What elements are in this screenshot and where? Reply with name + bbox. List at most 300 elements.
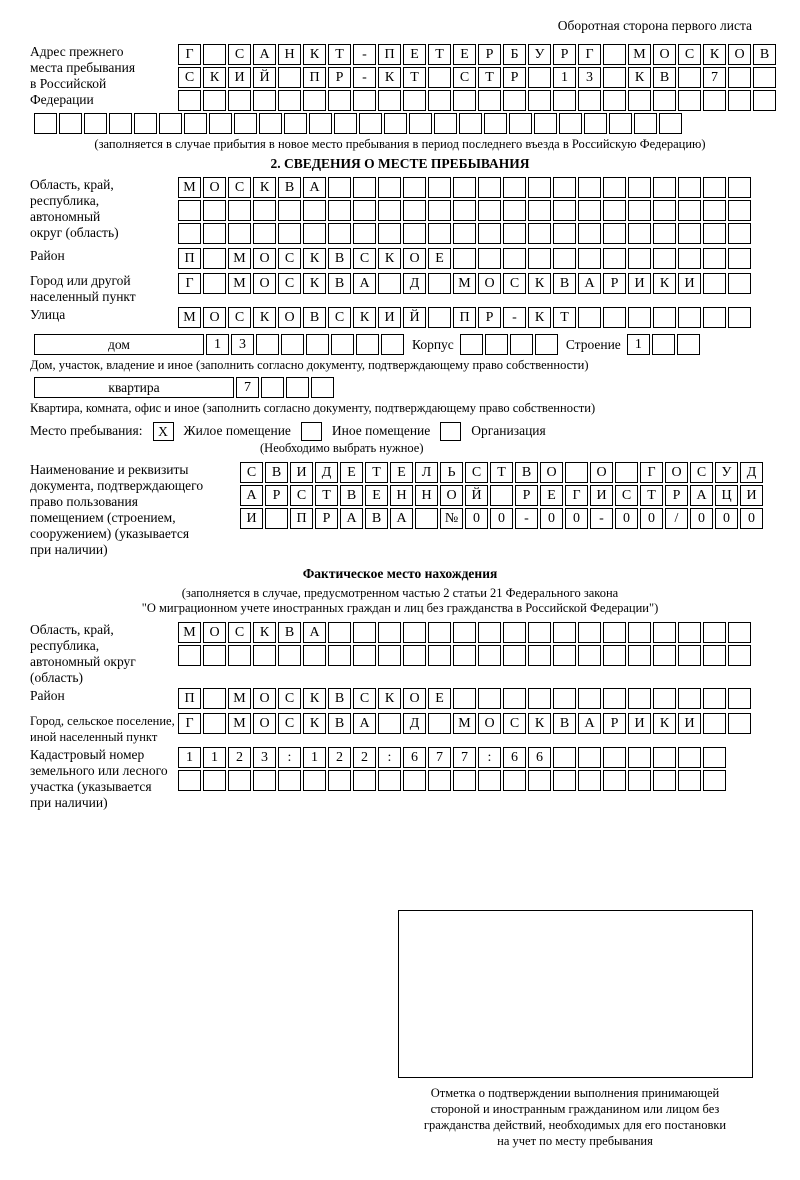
char-box[interactable]: К xyxy=(303,713,326,734)
char-box[interactable] xyxy=(503,622,526,643)
char-box[interactable]: Г xyxy=(640,462,663,483)
char-box[interactable]: Т xyxy=(640,485,663,506)
char-box[interactable]: - xyxy=(503,307,526,328)
char-box[interactable] xyxy=(59,113,82,134)
char-box[interactable] xyxy=(634,113,657,134)
char-box[interactable] xyxy=(453,90,476,111)
char-box[interactable]: 0 xyxy=(465,508,488,529)
char-box[interactable]: К xyxy=(378,67,401,88)
char-box[interactable] xyxy=(628,90,651,111)
char-box[interactable] xyxy=(528,248,551,269)
char-box[interactable] xyxy=(203,713,226,734)
char-box[interactable] xyxy=(353,622,376,643)
char-box[interactable] xyxy=(403,223,426,244)
char-box[interactable] xyxy=(703,248,726,269)
char-box[interactable] xyxy=(503,645,526,666)
char-box[interactable]: К xyxy=(628,67,651,88)
char-box[interactable]: Й xyxy=(403,307,426,328)
char-box[interactable] xyxy=(703,688,726,709)
char-box[interactable]: К xyxy=(303,44,326,65)
house-char-box[interactable] xyxy=(331,334,354,355)
char-box[interactable] xyxy=(578,770,601,791)
char-box[interactable]: Ь xyxy=(440,462,463,483)
char-box[interactable] xyxy=(309,113,332,134)
char-box[interactable]: В xyxy=(553,713,576,734)
char-box[interactable]: В xyxy=(515,462,538,483)
char-box[interactable]: И xyxy=(628,713,651,734)
char-box[interactable] xyxy=(353,90,376,111)
char-box[interactable]: О xyxy=(403,688,426,709)
char-box[interactable]: 2 xyxy=(228,747,251,768)
char-box[interactable] xyxy=(628,223,651,244)
char-box[interactable] xyxy=(184,113,207,134)
char-box[interactable] xyxy=(703,223,726,244)
char-box[interactable]: 0 xyxy=(640,508,663,529)
char-box[interactable]: П xyxy=(378,44,401,65)
char-box[interactable]: Е xyxy=(453,44,476,65)
char-box[interactable]: С xyxy=(290,485,313,506)
char-box[interactable]: Е xyxy=(428,248,451,269)
char-box[interactable] xyxy=(603,90,626,111)
char-box[interactable] xyxy=(653,622,676,643)
char-box[interactable] xyxy=(203,770,226,791)
char-box[interactable] xyxy=(259,113,282,134)
flat-char-box[interactable] xyxy=(311,377,334,398)
char-box[interactable] xyxy=(509,113,532,134)
char-box[interactable] xyxy=(678,177,701,198)
char-box[interactable]: А xyxy=(253,44,276,65)
char-box[interactable] xyxy=(428,67,451,88)
char-box[interactable]: С xyxy=(503,273,526,294)
char-box[interactable] xyxy=(428,622,451,643)
char-box[interactable] xyxy=(503,688,526,709)
korpus-char-box[interactable] xyxy=(535,334,558,355)
char-box[interactable]: М xyxy=(628,44,651,65)
char-box[interactable]: Р xyxy=(553,44,576,65)
char-box[interactable]: П xyxy=(303,67,326,88)
char-box[interactable] xyxy=(603,622,626,643)
char-box[interactable]: 7 xyxy=(703,67,726,88)
char-box[interactable] xyxy=(753,90,776,111)
char-box[interactable]: 3 xyxy=(253,747,276,768)
char-box[interactable] xyxy=(228,645,251,666)
char-box[interactable]: 1 xyxy=(553,67,576,88)
char-box[interactable] xyxy=(328,223,351,244)
char-box[interactable] xyxy=(328,770,351,791)
char-box[interactable]: К xyxy=(203,67,226,88)
char-box[interactable] xyxy=(403,90,426,111)
char-box[interactable]: О xyxy=(253,273,276,294)
char-box[interactable]: И xyxy=(740,485,763,506)
char-box[interactable] xyxy=(34,113,57,134)
flat-char-box[interactable]: 7 xyxy=(236,377,259,398)
char-box[interactable] xyxy=(453,177,476,198)
char-box[interactable] xyxy=(628,307,651,328)
char-box[interactable] xyxy=(478,223,501,244)
house-char-box[interactable] xyxy=(306,334,329,355)
char-box[interactable] xyxy=(703,177,726,198)
char-box[interactable] xyxy=(403,770,426,791)
char-box[interactable] xyxy=(728,688,751,709)
char-box[interactable] xyxy=(484,113,507,134)
char-box[interactable] xyxy=(528,770,551,791)
char-box[interactable] xyxy=(453,622,476,643)
char-box[interactable]: К xyxy=(528,273,551,294)
char-box[interactable] xyxy=(678,223,701,244)
char-box[interactable] xyxy=(528,67,551,88)
house-char-box[interactable]: 3 xyxy=(231,334,254,355)
char-box[interactable]: Е xyxy=(365,485,388,506)
char-box[interactable] xyxy=(528,645,551,666)
char-box[interactable] xyxy=(328,645,351,666)
char-box[interactable] xyxy=(659,113,682,134)
char-box[interactable]: К xyxy=(303,688,326,709)
char-box[interactable] xyxy=(678,248,701,269)
char-box[interactable]: Р xyxy=(603,713,626,734)
char-box[interactable]: А xyxy=(690,485,713,506)
char-box[interactable] xyxy=(328,622,351,643)
char-box[interactable]: Е xyxy=(540,485,563,506)
char-box[interactable] xyxy=(265,508,288,529)
char-box[interactable]: В xyxy=(278,622,301,643)
char-box[interactable] xyxy=(428,713,451,734)
char-box[interactable]: С xyxy=(178,67,201,88)
char-box[interactable] xyxy=(284,113,307,134)
char-box[interactable]: 0 xyxy=(740,508,763,529)
char-box[interactable] xyxy=(478,622,501,643)
char-box[interactable] xyxy=(378,223,401,244)
house-char-box[interactable]: 1 xyxy=(206,334,229,355)
char-box[interactable] xyxy=(353,770,376,791)
char-box[interactable]: Е xyxy=(403,44,426,65)
char-box[interactable] xyxy=(653,223,676,244)
char-box[interactable]: С xyxy=(453,67,476,88)
char-box[interactable]: Д xyxy=(740,462,763,483)
char-box[interactable] xyxy=(178,645,201,666)
char-box[interactable] xyxy=(728,90,751,111)
char-box[interactable] xyxy=(278,645,301,666)
char-box[interactable]: А xyxy=(240,485,263,506)
char-box[interactable] xyxy=(378,90,401,111)
char-box[interactable]: И xyxy=(628,273,651,294)
char-box[interactable] xyxy=(728,223,751,244)
flat-char-box[interactable] xyxy=(286,377,309,398)
char-box[interactable] xyxy=(478,770,501,791)
char-box[interactable] xyxy=(553,200,576,221)
char-box[interactable] xyxy=(553,747,576,768)
char-box[interactable] xyxy=(428,177,451,198)
char-box[interactable]: : xyxy=(378,747,401,768)
char-box[interactable]: М xyxy=(228,688,251,709)
char-box[interactable]: Г xyxy=(178,273,201,294)
char-box[interactable] xyxy=(603,67,626,88)
char-box[interactable]: С xyxy=(503,713,526,734)
char-box[interactable] xyxy=(203,44,226,65)
char-box[interactable] xyxy=(353,200,376,221)
char-box[interactable]: 0 xyxy=(540,508,563,529)
char-box[interactable]: С xyxy=(278,273,301,294)
char-box[interactable]: Ц xyxy=(715,485,738,506)
char-box[interactable] xyxy=(403,645,426,666)
char-box[interactable]: - xyxy=(515,508,538,529)
char-box[interactable] xyxy=(328,200,351,221)
char-box[interactable] xyxy=(603,747,626,768)
char-box[interactable]: - xyxy=(353,44,376,65)
char-box[interactable]: Т xyxy=(428,44,451,65)
char-box[interactable]: Т xyxy=(365,462,388,483)
char-box[interactable]: П xyxy=(178,248,201,269)
char-box[interactable] xyxy=(403,622,426,643)
char-box[interactable]: 6 xyxy=(528,747,551,768)
char-box[interactable]: К xyxy=(253,177,276,198)
char-box[interactable] xyxy=(203,200,226,221)
char-box[interactable] xyxy=(490,485,513,506)
char-box[interactable] xyxy=(703,747,726,768)
char-box[interactable] xyxy=(453,688,476,709)
char-box[interactable]: С xyxy=(465,462,488,483)
char-box[interactable] xyxy=(553,622,576,643)
char-box[interactable] xyxy=(603,248,626,269)
char-box[interactable]: М xyxy=(228,713,251,734)
char-box[interactable] xyxy=(209,113,232,134)
char-box[interactable] xyxy=(578,223,601,244)
char-box[interactable] xyxy=(528,90,551,111)
char-box[interactable]: К xyxy=(253,622,276,643)
char-box[interactable]: С xyxy=(278,688,301,709)
char-box[interactable] xyxy=(603,177,626,198)
house-char-box[interactable] xyxy=(281,334,304,355)
char-box[interactable] xyxy=(378,273,401,294)
char-box[interactable]: Д xyxy=(403,273,426,294)
char-box[interactable] xyxy=(503,770,526,791)
char-box[interactable] xyxy=(653,688,676,709)
char-box[interactable] xyxy=(678,307,701,328)
char-box[interactable]: Р xyxy=(478,307,501,328)
char-box[interactable]: О xyxy=(540,462,563,483)
char-box[interactable]: И xyxy=(678,713,701,734)
char-box[interactable] xyxy=(409,113,432,134)
char-box[interactable] xyxy=(378,770,401,791)
char-box[interactable] xyxy=(478,90,501,111)
char-box[interactable] xyxy=(328,177,351,198)
char-box[interactable]: 0 xyxy=(615,508,638,529)
char-box[interactable] xyxy=(428,273,451,294)
char-box[interactable] xyxy=(553,770,576,791)
char-box[interactable]: О xyxy=(403,248,426,269)
char-box[interactable] xyxy=(178,200,201,221)
char-box[interactable] xyxy=(353,223,376,244)
char-box[interactable]: В xyxy=(328,248,351,269)
char-box[interactable] xyxy=(203,223,226,244)
char-box[interactable]: А xyxy=(340,508,363,529)
char-box[interactable]: О xyxy=(253,248,276,269)
char-box[interactable] xyxy=(428,307,451,328)
char-box[interactable]: В xyxy=(340,485,363,506)
char-box[interactable] xyxy=(703,622,726,643)
char-box[interactable] xyxy=(653,770,676,791)
char-box[interactable] xyxy=(578,248,601,269)
char-box[interactable] xyxy=(503,90,526,111)
char-box[interactable] xyxy=(278,223,301,244)
char-box[interactable]: У xyxy=(715,462,738,483)
char-box[interactable]: / xyxy=(665,508,688,529)
char-box[interactable] xyxy=(353,645,376,666)
char-box[interactable] xyxy=(728,177,751,198)
char-box[interactable] xyxy=(528,688,551,709)
char-box[interactable] xyxy=(603,307,626,328)
char-box[interactable] xyxy=(228,90,251,111)
char-box[interactable]: Т xyxy=(553,307,576,328)
char-box[interactable] xyxy=(478,177,501,198)
house-char-box[interactable] xyxy=(356,334,379,355)
char-box[interactable]: А xyxy=(578,273,601,294)
char-box[interactable]: В xyxy=(328,713,351,734)
house-char-box[interactable] xyxy=(381,334,404,355)
char-box[interactable] xyxy=(753,67,776,88)
char-box[interactable] xyxy=(403,200,426,221)
char-box[interactable] xyxy=(503,223,526,244)
char-box[interactable] xyxy=(203,248,226,269)
char-box[interactable] xyxy=(615,462,638,483)
char-box[interactable]: Г xyxy=(578,44,601,65)
char-box[interactable]: В xyxy=(653,67,676,88)
korpus-char-box[interactable] xyxy=(460,334,483,355)
char-box[interactable] xyxy=(203,90,226,111)
char-box[interactable] xyxy=(559,113,582,134)
char-box[interactable]: 7 xyxy=(428,747,451,768)
char-box[interactable] xyxy=(459,113,482,134)
char-box[interactable]: К xyxy=(653,273,676,294)
char-box[interactable]: Н xyxy=(390,485,413,506)
char-box[interactable]: Т xyxy=(328,44,351,65)
char-box[interactable]: С xyxy=(228,44,251,65)
char-box[interactable] xyxy=(678,90,701,111)
char-box[interactable]: Р xyxy=(503,67,526,88)
char-box[interactable]: М xyxy=(453,713,476,734)
char-box[interactable] xyxy=(603,770,626,791)
char-box[interactable]: А xyxy=(353,713,376,734)
char-box[interactable] xyxy=(378,177,401,198)
char-box[interactable] xyxy=(603,645,626,666)
char-box[interactable] xyxy=(553,688,576,709)
char-box[interactable] xyxy=(703,307,726,328)
char-box[interactable]: С xyxy=(228,177,251,198)
char-box[interactable]: Й xyxy=(253,67,276,88)
char-box[interactable]: Р xyxy=(315,508,338,529)
char-box[interactable] xyxy=(578,622,601,643)
char-box[interactable] xyxy=(453,770,476,791)
char-box[interactable] xyxy=(534,113,557,134)
char-box[interactable] xyxy=(253,770,276,791)
char-box[interactable]: С xyxy=(240,462,263,483)
char-box[interactable]: 3 xyxy=(578,67,601,88)
char-box[interactable] xyxy=(728,622,751,643)
char-box[interactable]: Й xyxy=(465,485,488,506)
char-box[interactable]: Р xyxy=(665,485,688,506)
char-box[interactable]: К xyxy=(303,273,326,294)
char-box[interactable]: С xyxy=(353,688,376,709)
korpus-char-box[interactable] xyxy=(510,334,533,355)
char-box[interactable] xyxy=(378,200,401,221)
char-box[interactable] xyxy=(703,713,726,734)
char-box[interactable]: О xyxy=(590,462,613,483)
char-box[interactable] xyxy=(565,462,588,483)
char-box[interactable] xyxy=(528,177,551,198)
char-box[interactable] xyxy=(703,273,726,294)
char-box[interactable] xyxy=(378,645,401,666)
char-box[interactable]: А xyxy=(390,508,413,529)
char-box[interactable]: П xyxy=(178,688,201,709)
char-box[interactable] xyxy=(678,645,701,666)
char-box[interactable]: В xyxy=(753,44,776,65)
char-box[interactable] xyxy=(703,90,726,111)
char-box[interactable] xyxy=(453,200,476,221)
char-box[interactable]: В xyxy=(365,508,388,529)
char-box[interactable] xyxy=(303,645,326,666)
char-box[interactable] xyxy=(553,90,576,111)
char-box[interactable] xyxy=(728,273,751,294)
char-box[interactable]: О xyxy=(203,177,226,198)
char-box[interactable] xyxy=(728,200,751,221)
char-box[interactable]: А xyxy=(578,713,601,734)
char-box[interactable]: И xyxy=(290,462,313,483)
char-box[interactable] xyxy=(478,200,501,221)
char-box[interactable]: В xyxy=(265,462,288,483)
char-box[interactable] xyxy=(609,113,632,134)
char-box[interactable]: 2 xyxy=(353,747,376,768)
char-box[interactable] xyxy=(84,113,107,134)
char-box[interactable] xyxy=(303,90,326,111)
char-box[interactable]: Т xyxy=(490,462,513,483)
char-box[interactable] xyxy=(653,90,676,111)
char-box[interactable]: К xyxy=(653,713,676,734)
char-box[interactable] xyxy=(159,113,182,134)
char-box[interactable] xyxy=(203,273,226,294)
char-box[interactable] xyxy=(428,223,451,244)
char-box[interactable] xyxy=(415,508,438,529)
char-box[interactable]: : xyxy=(478,747,501,768)
char-box[interactable] xyxy=(678,200,701,221)
char-box[interactable] xyxy=(553,248,576,269)
char-box[interactable]: - xyxy=(353,67,376,88)
char-box[interactable]: 1 xyxy=(178,747,201,768)
char-box[interactable]: Г xyxy=(565,485,588,506)
stay-type-checkbox-other[interactable] xyxy=(301,422,322,441)
char-box[interactable] xyxy=(253,200,276,221)
char-box[interactable]: М xyxy=(228,273,251,294)
stay-type-checkbox-organization[interactable] xyxy=(440,422,461,441)
char-box[interactable] xyxy=(453,248,476,269)
char-box[interactable]: К xyxy=(378,688,401,709)
char-box[interactable]: О xyxy=(203,307,226,328)
char-box[interactable]: Р xyxy=(515,485,538,506)
char-box[interactable]: С xyxy=(690,462,713,483)
stroenie-char-box[interactable] xyxy=(677,334,700,355)
korpus-char-box[interactable] xyxy=(485,334,508,355)
char-box[interactable] xyxy=(378,622,401,643)
char-box[interactable] xyxy=(603,44,626,65)
char-box[interactable] xyxy=(503,177,526,198)
char-box[interactable] xyxy=(203,645,226,666)
char-box[interactable] xyxy=(578,645,601,666)
char-box[interactable]: Т xyxy=(403,67,426,88)
char-box[interactable]: В xyxy=(328,273,351,294)
char-box[interactable]: О xyxy=(253,688,276,709)
char-box[interactable] xyxy=(453,223,476,244)
char-box[interactable]: И xyxy=(240,508,263,529)
char-box[interactable] xyxy=(478,645,501,666)
char-box[interactable] xyxy=(553,645,576,666)
